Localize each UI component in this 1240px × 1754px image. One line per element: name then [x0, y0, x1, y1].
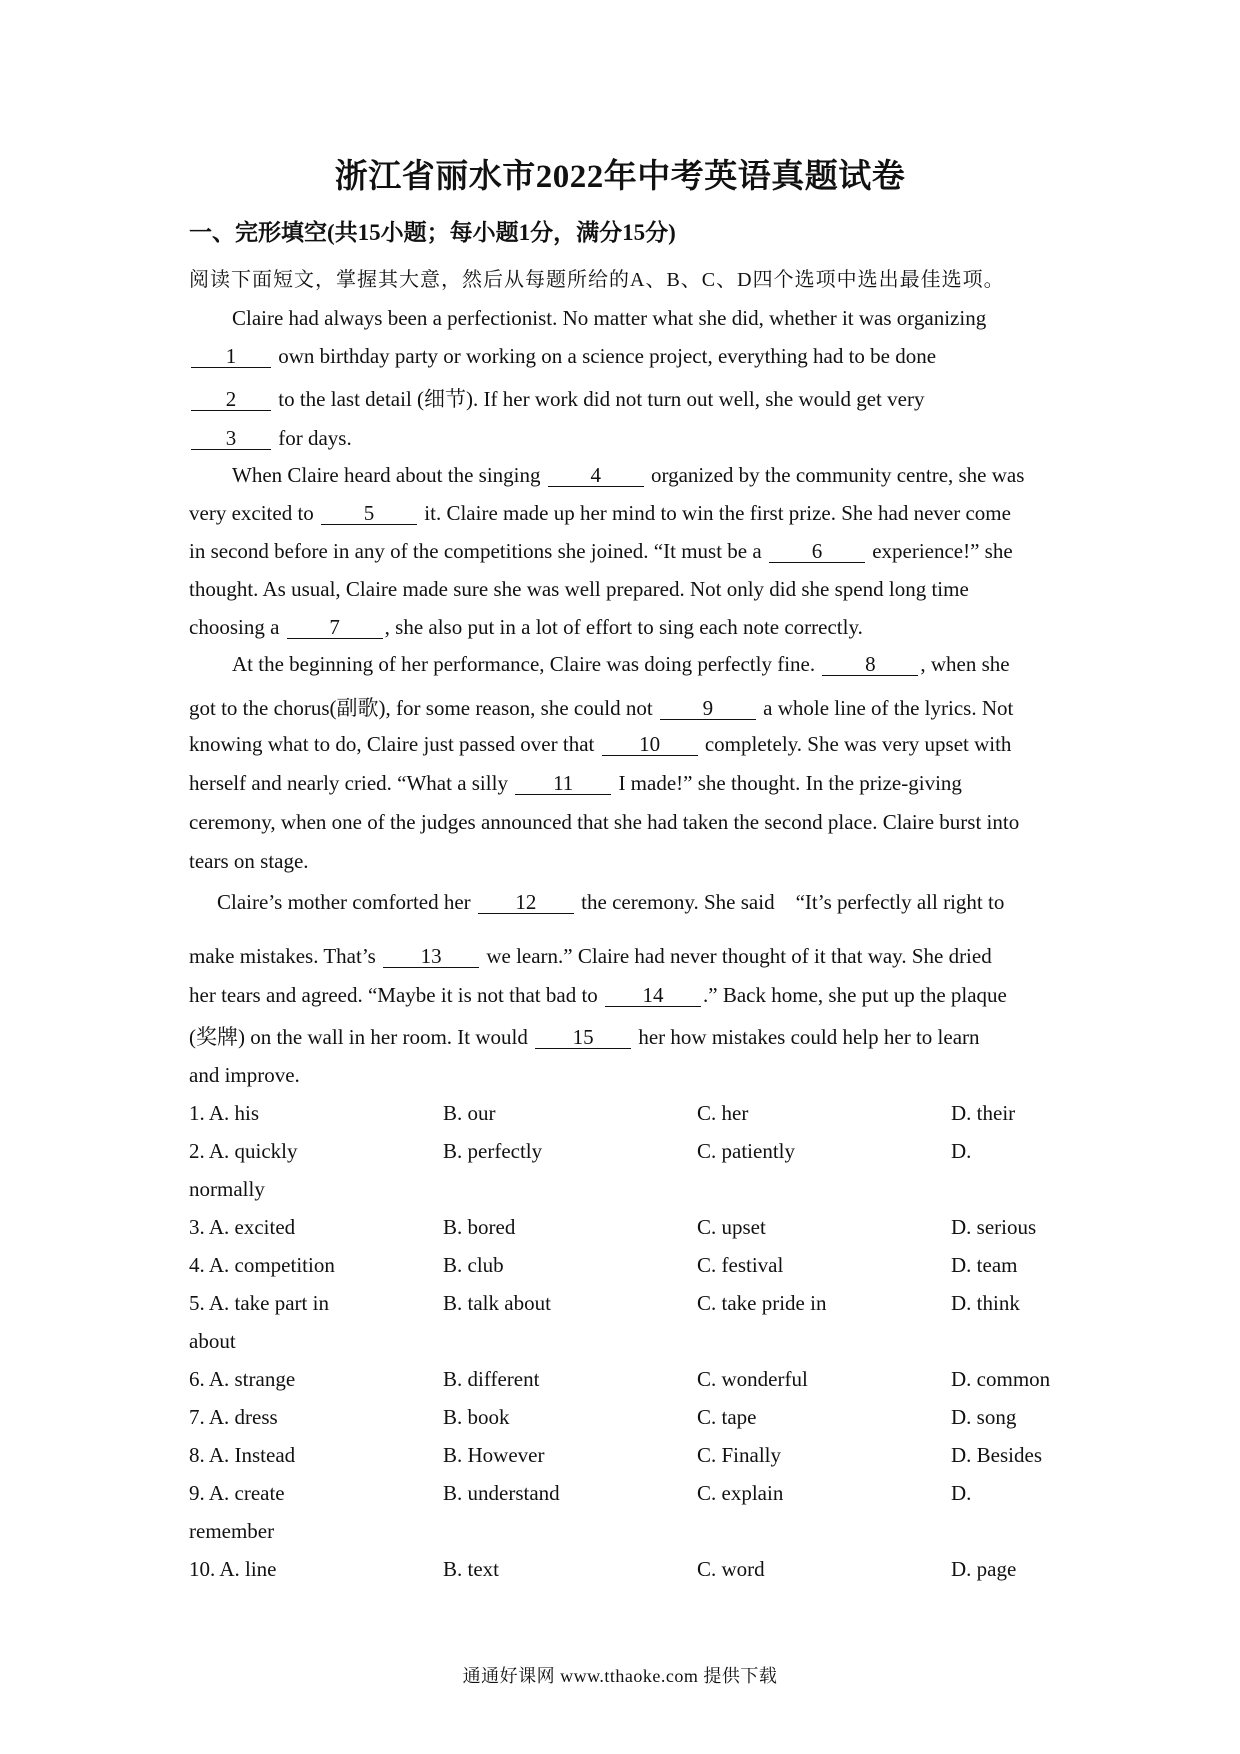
- option-4-b: B. club: [443, 1253, 504, 1277]
- passage-line-16: [217, 886, 1004, 916]
- passage-text: Claire’s mother comforted her: [217, 890, 471, 914]
- option-4-c: C. festival: [697, 1253, 784, 1277]
- option-2-d-wrap: normally: [189, 1177, 265, 1201]
- option-3-c: C. upset: [697, 1215, 766, 1239]
- blank-1: 1: [191, 345, 271, 368]
- passage-text: experience!” she: [872, 539, 1013, 563]
- option-2-b: B. perfectly: [443, 1139, 543, 1163]
- passage-line-2: [189, 344, 936, 369]
- option-6-a: 6. A. strange: [189, 1367, 296, 1391]
- blank-7: 7: [287, 616, 383, 639]
- blank-11: 11: [515, 772, 611, 795]
- passage-line-6: [189, 501, 1011, 526]
- option-2-d: D.: [951, 1139, 972, 1163]
- passage-text: for days.: [278, 426, 352, 450]
- passage-text: we learn.” Claire had never thought of it that way. She dried: [486, 944, 992, 968]
- passage-line-11: [189, 692, 1013, 722]
- option-7-c: C. tape: [697, 1405, 757, 1429]
- passage-line-8: thought. As usual, Claire made sure she was well prepared. Not only did she spend long time: [189, 577, 969, 601]
- option-2-a: 2. A. quickly: [189, 1139, 298, 1163]
- passage-line-3: [189, 383, 924, 413]
- option-10-c: C. word: [697, 1557, 765, 1581]
- blank-10: 10: [602, 733, 698, 756]
- option-10-b: B. text: [443, 1557, 499, 1581]
- option-8-b: B. However: [443, 1443, 545, 1467]
- option-8-d: D. Besides: [951, 1443, 1042, 1467]
- passage-text: it. Claire made up her mind to win the first prize. She had never come: [424, 501, 1011, 525]
- passage-text: own birthday party or working on a science project, everything had to be done: [278, 344, 937, 368]
- blank-3: 3: [191, 427, 271, 450]
- option-9-b: B. understand: [443, 1481, 560, 1505]
- option-6-d: D. common: [951, 1367, 1051, 1391]
- passage-text: At the beginning of her performance, Claire was doing perfectly fine.: [232, 652, 816, 676]
- option-5-d-wrap: about: [189, 1329, 236, 1353]
- blank-6: 6: [769, 540, 865, 563]
- passage-line-18: [189, 983, 1007, 1008]
- passage-line-1: Claire had always been a perfectionist. No matter what she did, whether it was organizing: [232, 306, 987, 330]
- passage-line-14: ceremony, when one of the judges announced that she had taken the second place. Claire burst into: [189, 810, 1020, 834]
- passage-line-19: [189, 1021, 980, 1051]
- passage-text: choosing a: [189, 615, 280, 639]
- option-5-d: D. think: [951, 1291, 1020, 1315]
- passage-text: her tears and agreed. “Maybe it is not that bad to: [189, 983, 598, 1007]
- passage-text: .” Back home, she put up the plaque: [703, 983, 1007, 1007]
- passage-text: (奖牌) on the wall in her room. It would: [189, 1025, 528, 1049]
- option-5-c: C. take pride in: [697, 1291, 827, 1315]
- option-7-b: B. book: [443, 1405, 510, 1429]
- passage-text: to the last detail (细节). If her work did not turn out well, she would get very: [278, 387, 925, 411]
- option-1-a: 1. A. his: [189, 1101, 260, 1125]
- passage-text: a whole line of the lyrics. Not: [763, 696, 1014, 720]
- instruction-text: 阅读下面短文，掌握其大意，然后从每题所给的A、B、C、D四个选项中选出最佳选项。: [189, 269, 1005, 291]
- passage-text: organized by the community centre, she was: [651, 463, 1025, 487]
- passage-text: knowing what to do, Claire just passed over that: [189, 732, 595, 756]
- option-1-c: C. her: [697, 1101, 749, 1125]
- option-4-d: D. team: [951, 1253, 1018, 1277]
- option-8-c: C. Finally: [697, 1443, 782, 1467]
- option-5-b: B. talk about: [443, 1291, 551, 1315]
- passage-text: herself and nearly cried. “What a silly: [189, 771, 508, 795]
- option-2-c: C. patiently: [697, 1139, 795, 1163]
- passage-text: her how mistakes could help her to learn: [638, 1025, 980, 1049]
- option-1-b: B. our: [443, 1101, 496, 1125]
- blank-13: 13: [383, 945, 479, 968]
- section-heading: 一、完形填空(共15小题；每小题1分，满分15分): [189, 220, 676, 245]
- passage-text: the ceremony. She said “It’s perfectly all right to: [581, 890, 1005, 914]
- passage-line-13: [189, 771, 962, 796]
- option-1-d: D. their: [951, 1101, 1016, 1125]
- passage-line-15: tears on stage.: [189, 849, 309, 873]
- option-6-c: C. wonderful: [697, 1367, 808, 1391]
- passage-line-9: [189, 615, 863, 640]
- passage-text: , she also put in a lot of effort to sing each note correctly.: [384, 615, 863, 639]
- option-10-a: 10. A. line: [189, 1557, 277, 1581]
- option-4-a: 4. A. competition: [189, 1253, 335, 1277]
- footer-text: 通通好课网 www.tthaoke.com 提供下载: [462, 1666, 778, 1686]
- blank-14: 14: [605, 984, 701, 1007]
- passage-text: I made!” she thought. In the prize-giving: [618, 771, 962, 795]
- passage-text: When Claire heard about the singing: [232, 463, 541, 487]
- option-5-a: 5. A. take part in: [189, 1291, 329, 1315]
- passage-text: make mistakes. That’s: [189, 944, 376, 968]
- passage-line-4: [189, 426, 352, 451]
- option-3-b: B. bored: [443, 1215, 516, 1239]
- page-title: 浙江省丽水市2022年中考英语真题试卷: [334, 159, 906, 195]
- option-9-d-wrap: remember: [189, 1519, 275, 1543]
- option-6-b: B. different: [443, 1367, 540, 1391]
- passage-line-5: [232, 463, 1024, 488]
- option-9-a: 9. A. create: [189, 1481, 285, 1505]
- option-9-d: D.: [951, 1481, 972, 1505]
- option-3-a: 3. A. excited: [189, 1215, 296, 1239]
- passage-text: got to the chorus(副歌), for some reason, she could not: [189, 696, 653, 720]
- option-3-d: D. serious: [951, 1215, 1037, 1239]
- blank-12: 12: [478, 891, 574, 914]
- option-10-d: D. page: [951, 1557, 1017, 1581]
- passage-text: completely. She was very upset with: [704, 732, 1012, 756]
- passage-line-10: [232, 652, 1010, 677]
- blank-8: 8: [822, 653, 918, 676]
- passage-line-12: [189, 732, 1011, 757]
- passage-line-20: and improve.: [189, 1063, 300, 1087]
- blank-5: 5: [321, 502, 417, 525]
- option-7-a: 7. A. dress: [189, 1405, 278, 1429]
- option-9-c: C. explain: [697, 1481, 784, 1505]
- passage-text: very excited to: [189, 501, 314, 525]
- blank-9: 9: [660, 697, 756, 720]
- passage-line-17: [189, 944, 992, 969]
- passage-line-7: [189, 539, 1013, 564]
- passage-text: in second before in any of the competitions she joined. “It must be a: [189, 539, 762, 563]
- blank-15: 15: [535, 1026, 631, 1049]
- blank-2: 2: [191, 388, 271, 411]
- blank-4: 4: [548, 464, 644, 487]
- passage-text: , when she: [920, 652, 1010, 676]
- option-7-d: D. song: [951, 1405, 1017, 1429]
- option-8-a: 8. A. Instead: [189, 1443, 296, 1467]
